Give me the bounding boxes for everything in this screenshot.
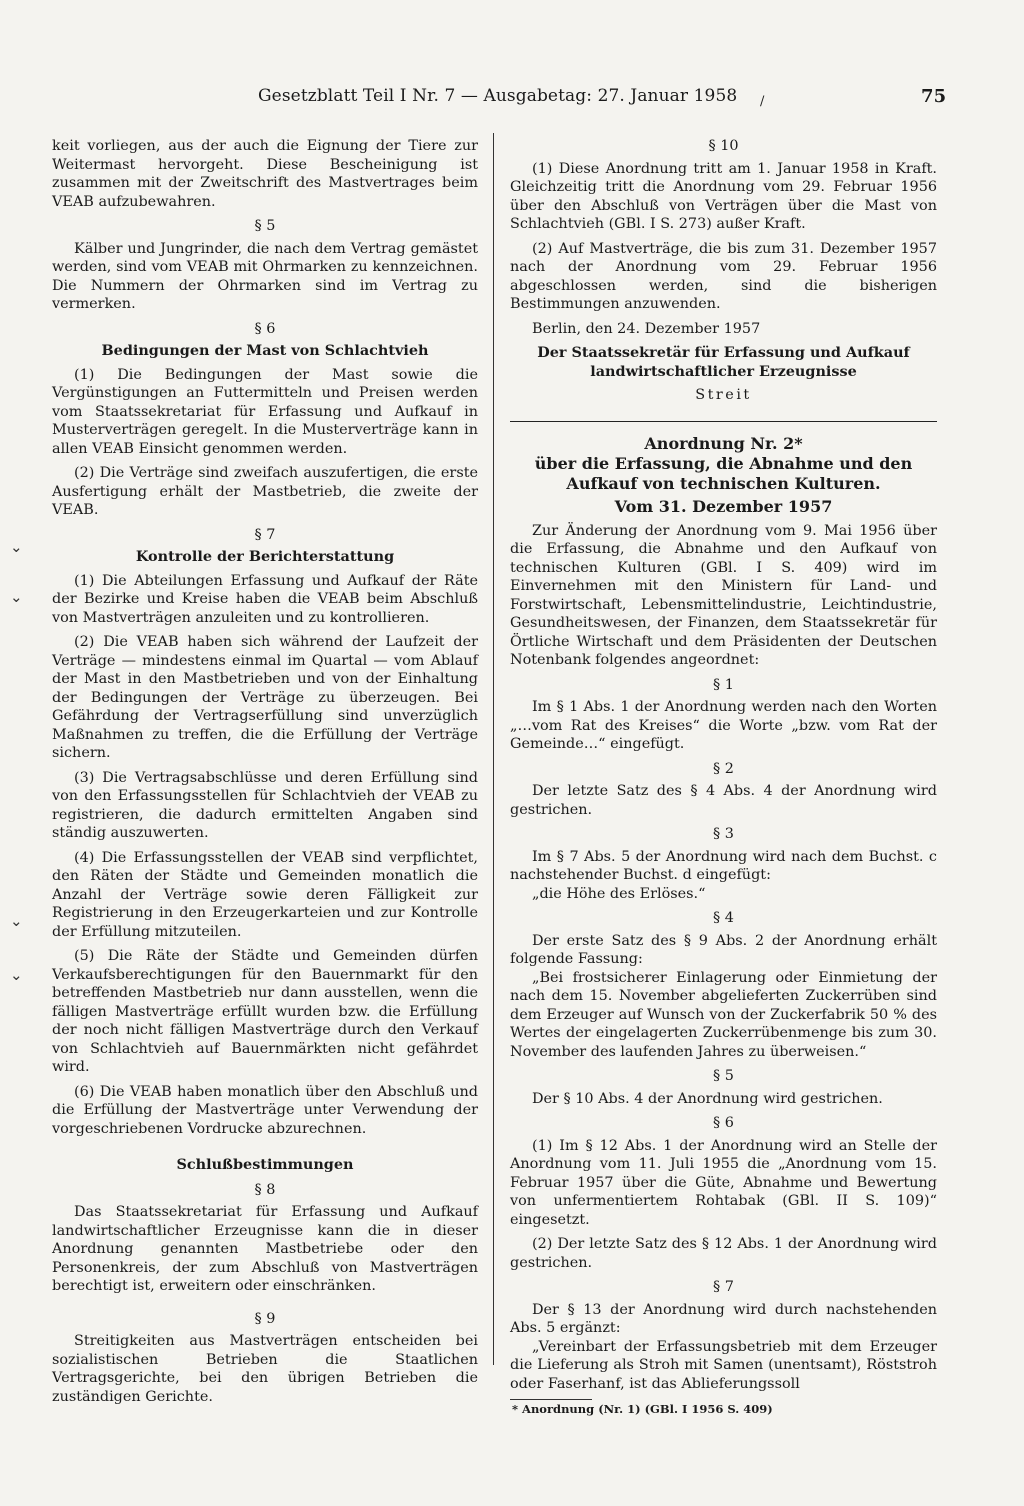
- paragraph: (4) Die Erfassungsstellen der VEAB sind verpflichtet, den Räten der Städte und Gemeinden monatlich die Anzahl der Verträge sowie deren Fälligkeit zur Registrierung in den Erzeugerkarteien und zur Kontrolle der Erfüllung mitzuteilen.: [52, 849, 478, 940]
- margin-mark: ⌄: [10, 912, 23, 930]
- section-number: § 9: [254, 1310, 276, 1327]
- quote: „Vereinbart der Erfassungsbetrieb mit dem Erzeuger die Lieferung als Stroh mit Samen (unentsamt), Röststroh oder Faserhanf, ist das Ablieferungssoll: [510, 1338, 937, 1392]
- section-heading: Bedingungen der Mast von Schlachtvieh: [101, 342, 429, 359]
- section-number: § 5: [254, 218, 276, 234]
- footnote: * Anordnung (Nr. 1) (GBl. I 1956 S. 409): [512, 1402, 773, 1416]
- margin-mark: ⌄: [10, 966, 23, 984]
- paragraph: Der letzte Satz des § 4 Abs. 4 der Anordnung wird gestrichen.: [510, 783, 937, 818]
- margin-mark: ⌄: [10, 538, 23, 556]
- header-mark: /: [760, 94, 765, 109]
- paragraph: (1) Im § 12 Abs. 1 der Anordnung wird an Stelle der Anordnung vom 11. Juli 1955 die „Anordnung vom 15. Februar 1957 über die Güte, Abnahme und Bewertung von unfermentiertem Rohtabak (GBl. II S. 109)“ eingesetzt.: [510, 1137, 937, 1228]
- section-heading: Kontrolle der Berichterstattung: [135, 548, 395, 565]
- section-number: § 10: [708, 138, 739, 154]
- paragraph: (2) Die VEAB haben sich während der Laufzeit der Verträge — mindestens einmal im Quartal — vom Ablauf der Mast in den Mastbetrieben und von der Einhaltung der Bedingungen der Verträge zu überzeugen. Bei Gefährdung der Vertragserfüllung sind unverzüglich Maßnahmen zu treffen, die die Erfüllung der Verträge sichern.: [52, 634, 478, 761]
- quote: „Bei frostsicherer Einlagerung oder Einmietung der nach dem 15. November abgelieferten Zuckerrüben sind dem Erzeuger auf Wunsch von der Zuckerfabrik 50 % des Wertes der eingelagerten Zuckerrübenmenge bis zum 30. November des laufenden Jahres zu überweisen.“: [510, 969, 937, 1060]
- paragraph: (5) Die Räte der Städte und Gemeinden dürfen Verkaufsberechtigungen für den Bauernmarkt für den betreffenden Mastbetrieb nur dann ausstellen, wenn die fälligen Mastverträge erfüllt wurden bzw. die Erfüllung der noch nicht fälligen Mastverträge durch den Verkauf von Schlachtvieh auf Bauernmärkten nicht gefährdet wird.: [52, 948, 478, 1075]
- quote: „die Höhe des Erlöses.“: [532, 885, 706, 902]
- paragraph: Im § 1 Abs. 1 der Anordnung werden nach den Worten „…vom Rat des Kreises“ die Worte „bzw. vom Rat der Gemeinde…“ eingefügt.: [510, 699, 937, 752]
- column-divider: [493, 133, 494, 1365]
- place-date: Berlin, den 24. Dezember 1957: [532, 320, 761, 337]
- paragraph: (2) Der letzte Satz des § 12 Abs. 1 der Anordnung wird gestrichen.: [510, 1236, 937, 1271]
- ordinance-date: Vom 31. Dezember 1957: [614, 496, 833, 516]
- margin-mark: ⌄: [10, 588, 23, 606]
- paragraph: (1) Diese Anordnung tritt am 1. Januar 1958 in Kraft. Gleichzeitig tritt die Anordnung vom 29. Februar 1956 über den Abschluß von Verträgen über die Mast von Schlachtvieh (GBl. I S. 273) außer Kraft.: [510, 160, 937, 232]
- right-column: [510, 137, 937, 1422]
- section-number: § 1: [713, 676, 734, 693]
- paragraph: Kälber und Jungrinder, die nach dem Vertrag gemästet werden, sind vom VEAB mit Ohrmarken zu kennzeichnen. Die Nummern der Ohrmarken sind im Vertrag zu vermerken.: [52, 240, 478, 312]
- paragraph: Der § 13 der Anordnung wird durch nachstehenden Abs. 5 ergänzt:: [510, 1301, 937, 1336]
- section-number: § 7: [254, 526, 276, 543]
- section-divider: [510, 421, 937, 422]
- section-number: § 6: [713, 1115, 734, 1131]
- paragraph: (6) Die VEAB haben monatlich über den Abschluß und die Erfüllung der Mastverträge unter Verwendung der vorgeschriebenen Vordrucke abzurechnen.: [52, 1083, 478, 1137]
- paragraph: Streitigkeiten aus Mastverträgen entscheiden bei sozialistischen Betrieben die Staatlichen Vertragsgerichte, bei den übrigen Betrieben die zuständigen Gerichte.: [52, 1333, 478, 1405]
- paragraph: (2) Die Verträge sind zweifach auszufertigen, die erste Ausfertigung erhält der Mastbetrieb, die zweite der VEAB.: [52, 465, 478, 518]
- signer-name: Streit: [695, 387, 752, 403]
- paragraph: (2) Auf Mastverträge, die bis zum 31. Dezember 1957 nach der Anordnung vom 29. Februar 1956 abgeschlossen werden, sind die bisherigen Bestimmungen anzuwenden.: [510, 240, 937, 312]
- ordinance-subtitle: über die Erfassung, die Abnahme und den Aufkauf von technischen Kulturen.: [534, 453, 913, 493]
- paragraph: Zur Änderung der Anordnung vom 9. Mai 1956 über die Erfassung, die Abnahme und den Aufkauf von technischen Kulturen (GBl. I S. 409) wird im Einvernehmen mit den Ministern für Land- und Forstwirtschaft, Lebensmittelindustrie, Leichtindustrie, Gesundheitswesen, der Finanzen, dem Staatssekretär für Örtliche Wirtschaft und dem Präsidenten der Deutschen Notenbank folgendes angeordnet:: [510, 522, 937, 668]
- section-number: § 7: [713, 1279, 734, 1295]
- ordinance-title: Anordnung Nr. 2*: [644, 433, 803, 453]
- paragraph: (3) Die Vertragsabschlüsse und deren Erfüllung sind von den Erfassungsstellen für Schlachtvieh der VEAB zu registrieren, die dadurch ermittelten Angaben sind ständig auszuwerten.: [52, 769, 478, 841]
- section-heading: Schlußbestimmungen: [176, 1156, 354, 1173]
- section-number: § 2: [713, 760, 734, 777]
- paragraph: Das Staatssekretariat für Erfassung und Aufkauf landwirtschaftlicher Erzeugnisse kann die in dieser Anordnung genannten Mastbetriebe oder den Personenkreis, der zum Abschluß von Mastverträgen berechtigt ist, erweitern oder einschränken.: [52, 1204, 478, 1294]
- page-number: 75: [921, 86, 947, 107]
- section-number: § 8: [254, 1181, 276, 1198]
- footnote-rule: [510, 1399, 592, 1400]
- section-number: § 5: [713, 1068, 734, 1084]
- page-header: [258, 86, 958, 114]
- paragraph: keit vorliegen, aus der auch die Eignung der Tiere zur Weitermast hervorgeht. Diese Bescheinigung ist zusammen mit der Zweitschrift des Mastvertrages beim VEAB aufzubewahren.: [52, 138, 478, 210]
- paragraph: Der § 10 Abs. 4 der Anordnung wird gestrichen.: [532, 1090, 883, 1107]
- signer-title: Der Staatssekretär für Erfassung und Aufkauf landwirtschaftlicher Erzeugnisse: [537, 344, 910, 380]
- paragraph: (1) Die Bedingungen der Mast sowie die Vergünstigungen an Futtermitteln und Preisen werden vom Staatssekretariat für Erfassung und Aufkauf in Musterverträgen geregelt. In die Musterverträge kann in allen VEAB Einsicht genommen werden.: [52, 366, 478, 457]
- paragraph: (1) Die Abteilungen Erfassung und Aufkauf der Räte der Bezirke und Kreise haben die VEAB beim Abschluß von Mastverträgen anzuleiten und zu kontrollieren.: [52, 572, 478, 626]
- paragraph: Im § 7 Abs. 5 der Anordnung wird nach dem Buchst. c nachstehender Buchst. d eingefügt:: [510, 848, 937, 883]
- section-number: § 4: [713, 910, 734, 926]
- section-number: § 6: [254, 320, 276, 337]
- left-column: [52, 137, 478, 1412]
- section-number: § 3: [713, 826, 734, 842]
- header-title: Gesetzblatt Teil I Nr. 7 — Ausgabetag: 27. Januar 1958: [258, 86, 738, 106]
- paragraph: Der erste Satz des § 9 Abs. 2 der Anordnung erhält folgende Fassung:: [510, 932, 937, 967]
